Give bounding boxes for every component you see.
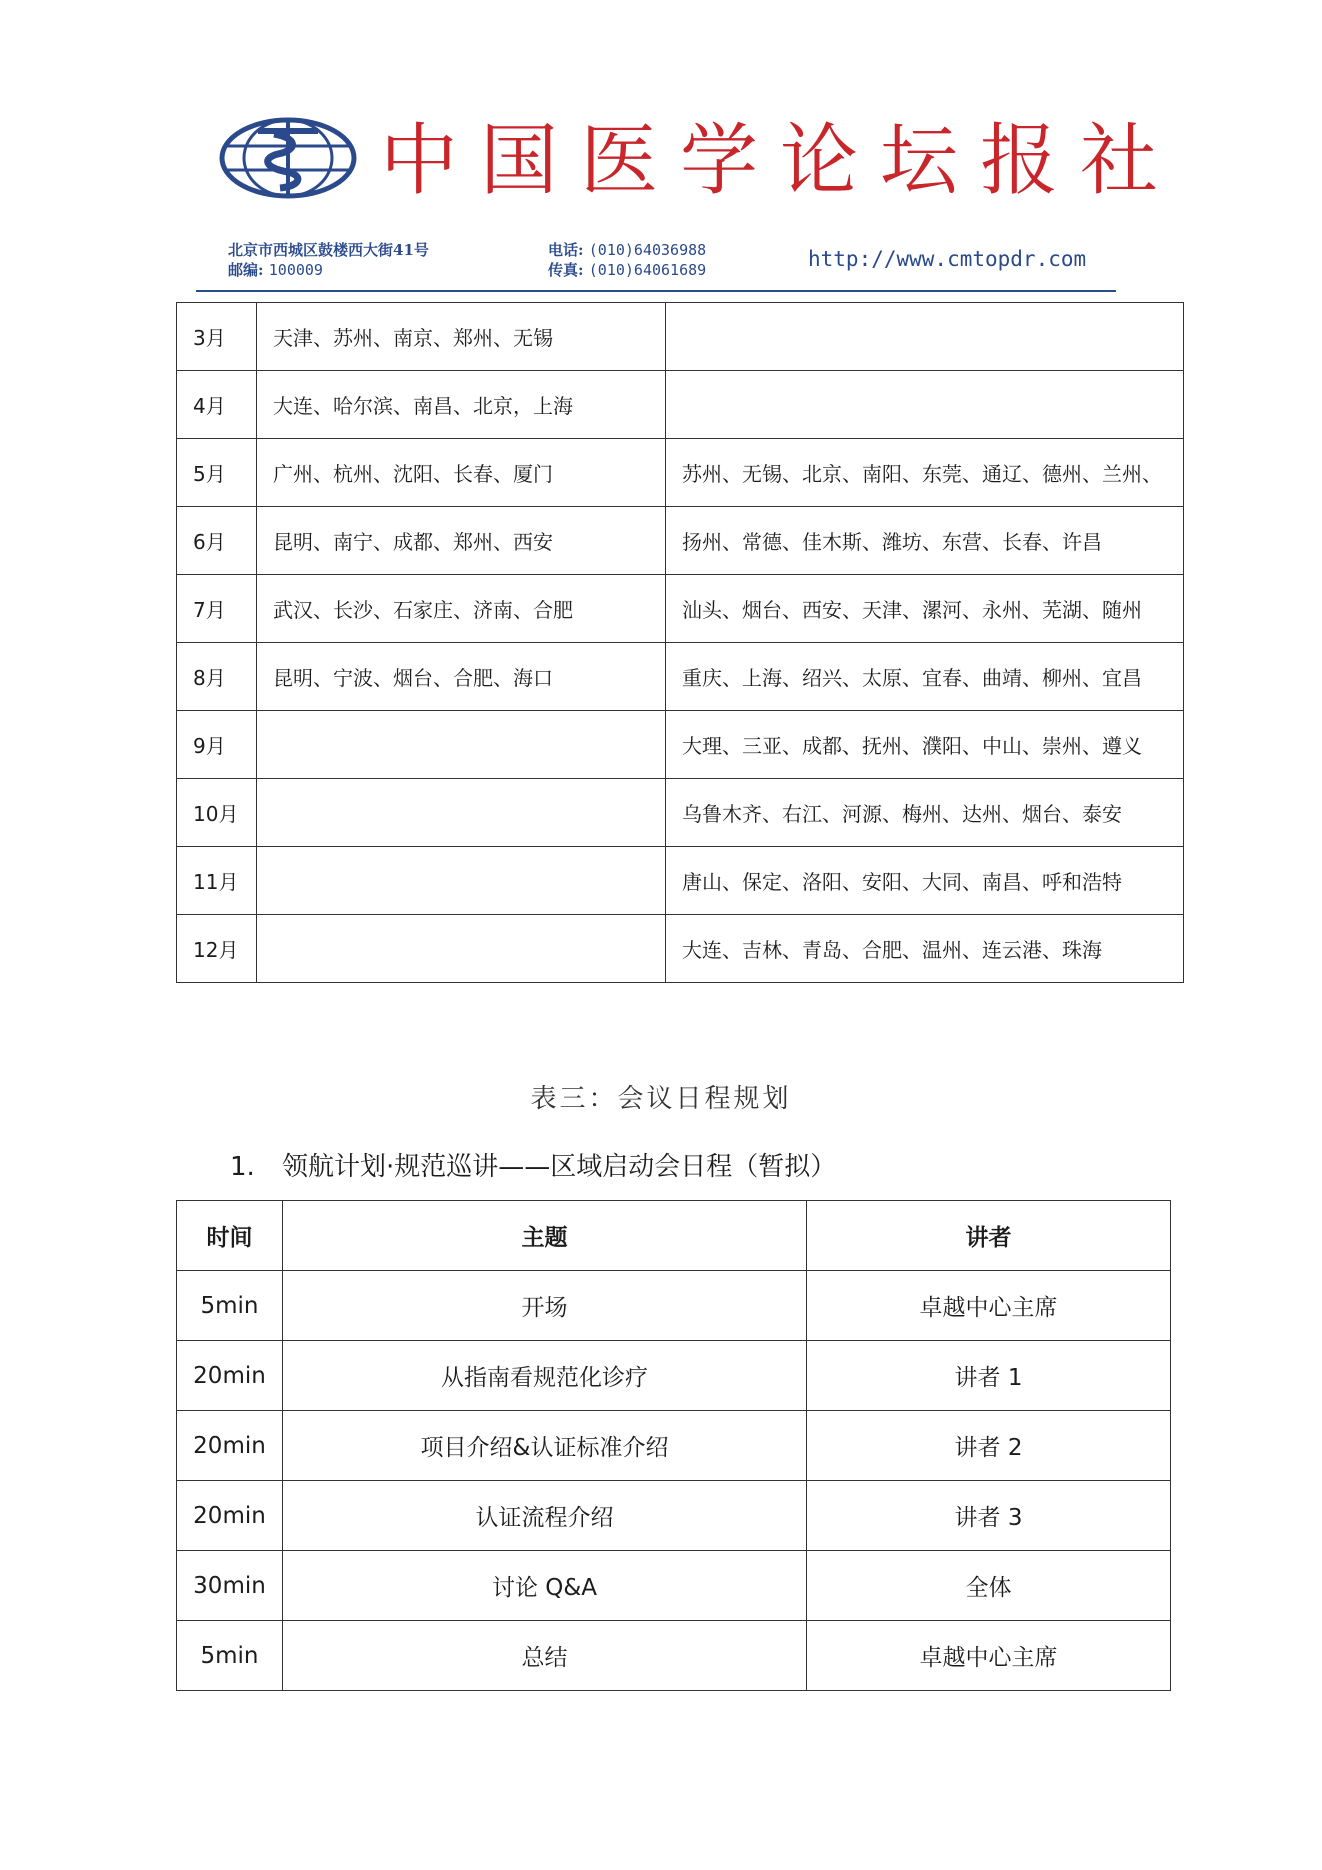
postcode: 100009 — [268, 261, 323, 279]
speaker-cell: 讲者 2 — [807, 1411, 1171, 1481]
month-cell: 4月 — [177, 371, 257, 439]
city-list-cell-b: 扬州、常德、佳木斯、潍坊、东营、长春、许昌 — [666, 507, 1184, 575]
city-list-cell-b: 大连、吉林、青岛、合肥、温州、连云港、珠海 — [666, 915, 1184, 983]
table-row — [177, 439, 1184, 507]
table-row — [177, 779, 1184, 847]
header-time: 时间 — [177, 1201, 283, 1271]
city-list-cell-a — [257, 847, 666, 915]
city-list-cell-a: 天津、苏州、南京、郑州、无锡 — [257, 303, 666, 371]
month-cell: 3月 — [177, 303, 257, 371]
fax-number: (010)64061689 — [588, 261, 707, 279]
table-row — [177, 575, 1184, 643]
agenda-header-row — [177, 1201, 1171, 1271]
topic-cell: 讨论 Q&A — [283, 1551, 807, 1621]
month-cell: 7月 — [177, 575, 257, 643]
city-list-cell-a — [257, 779, 666, 847]
speaker-cell: 讲者 1 — [807, 1341, 1171, 1411]
time-cell: 30min — [177, 1551, 283, 1621]
city-list-cell-a — [257, 711, 666, 779]
header-divider — [196, 290, 1116, 292]
phone-label: 电话: — [548, 241, 584, 259]
table-row — [177, 643, 1184, 711]
city-list-cell-a: 广州、杭州、沈阳、长春、厦门 — [257, 439, 666, 507]
speaker-cell: 卓越中心主席 — [807, 1271, 1171, 1341]
table-row — [177, 1481, 1171, 1551]
time-cell: 20min — [177, 1341, 283, 1411]
city-list-cell-b: 汕头、烟台、西安、天津、漯河、永州、芜湖、随州 — [666, 575, 1184, 643]
city-list-cell-a: 昆明、南宁、成都、郑州、西安 — [257, 507, 666, 575]
city-schedule-table — [176, 302, 1184, 983]
city-list-cell-b: 大理、三亚、成都、抚州、濮阳、中山、崇州、遵义 — [666, 711, 1184, 779]
table-row — [177, 1551, 1171, 1621]
time-cell: 5min — [177, 1621, 283, 1691]
month-cell: 10月 — [177, 779, 257, 847]
month-cell: 5月 — [177, 439, 257, 507]
speaker-cell: 讲者 3 — [807, 1481, 1171, 1551]
globe-logo-icon — [218, 116, 358, 200]
address: 北京市西城区鼓楼西大街41号 — [228, 241, 429, 259]
topic-cell: 项目介绍&认证标准介绍 — [283, 1411, 807, 1481]
section-title: 领航计划·规范巡讲——区域启动会日程（暂拟） — [282, 1152, 837, 1182]
meeting-agenda-table — [176, 1200, 1171, 1691]
postcode-line — [228, 260, 429, 280]
postcode-label: 邮编: — [228, 261, 264, 279]
table-row — [177, 1341, 1171, 1411]
header-speaker: 讲者 — [807, 1201, 1171, 1271]
city-list-cell-b — [666, 303, 1184, 371]
topic-cell: 开场 — [283, 1271, 807, 1341]
city-schedule-body — [177, 303, 1184, 983]
phone-number: (010)64036988 — [588, 241, 707, 259]
month-cell: 6月 — [177, 507, 257, 575]
table-caption: 表三：会议日程规划 — [530, 1084, 792, 1114]
org-name: 中国医学论坛报社 — [380, 116, 1181, 206]
letterhead — [0, 0, 1322, 300]
time-cell: 20min — [177, 1411, 283, 1481]
website-url: http://www.cmtopdr.com — [808, 247, 1087, 271]
table-row — [177, 371, 1184, 439]
city-list-cell-a: 大连、哈尔滨、南昌、北京，上海 — [257, 371, 666, 439]
month-cell: 8月 — [177, 643, 257, 711]
month-cell: 12月 — [177, 915, 257, 983]
city-list-cell-b: 唐山、保定、洛阳、安阳、大同、南昌、呼和浩特 — [666, 847, 1184, 915]
table-row — [177, 915, 1184, 983]
table-row — [177, 711, 1184, 779]
table-row — [177, 1621, 1171, 1691]
table-row — [177, 847, 1184, 915]
city-list-cell-b: 苏州、无锡、北京、南阳、东莞、通辽、德州、兰州、 — [666, 439, 1184, 507]
city-list-cell-a: 昆明、宁波、烟台、合肥、海口 — [257, 643, 666, 711]
speaker-cell: 全体 — [807, 1551, 1171, 1621]
table-row — [177, 303, 1184, 371]
city-list-cell-b — [666, 371, 1184, 439]
phone-line — [548, 240, 706, 260]
section-number: 1. — [230, 1152, 255, 1182]
table-row — [177, 507, 1184, 575]
city-list-cell-a — [257, 915, 666, 983]
fax-line — [548, 260, 706, 280]
topic-cell: 认证流程介绍 — [283, 1481, 807, 1551]
city-list-cell-a: 武汉、长沙、石家庄、济南、合肥 — [257, 575, 666, 643]
table-row — [177, 1271, 1171, 1341]
topic-cell: 从指南看规范化诊疗 — [283, 1341, 807, 1411]
time-cell: 20min — [177, 1481, 283, 1551]
section-heading — [230, 1146, 836, 1183]
address-block — [228, 240, 429, 280]
city-list-cell-b: 乌鲁木齐、右江、河源、梅州、达州、烟台、泰安 — [666, 779, 1184, 847]
city-list-cell-b: 重庆、上海、绍兴、太原、宜春、曲靖、柳州、宜昌 — [666, 643, 1184, 711]
table-row — [177, 1411, 1171, 1481]
speaker-cell: 卓越中心主席 — [807, 1621, 1171, 1691]
time-cell: 5min — [177, 1271, 283, 1341]
fax-label: 传真: — [548, 261, 584, 279]
header-topic: 主题 — [283, 1201, 807, 1271]
phone-block — [548, 240, 706, 280]
agenda-body — [177, 1271, 1171, 1691]
month-cell: 9月 — [177, 711, 257, 779]
topic-cell: 总结 — [283, 1621, 807, 1691]
month-cell: 11月 — [177, 847, 257, 915]
